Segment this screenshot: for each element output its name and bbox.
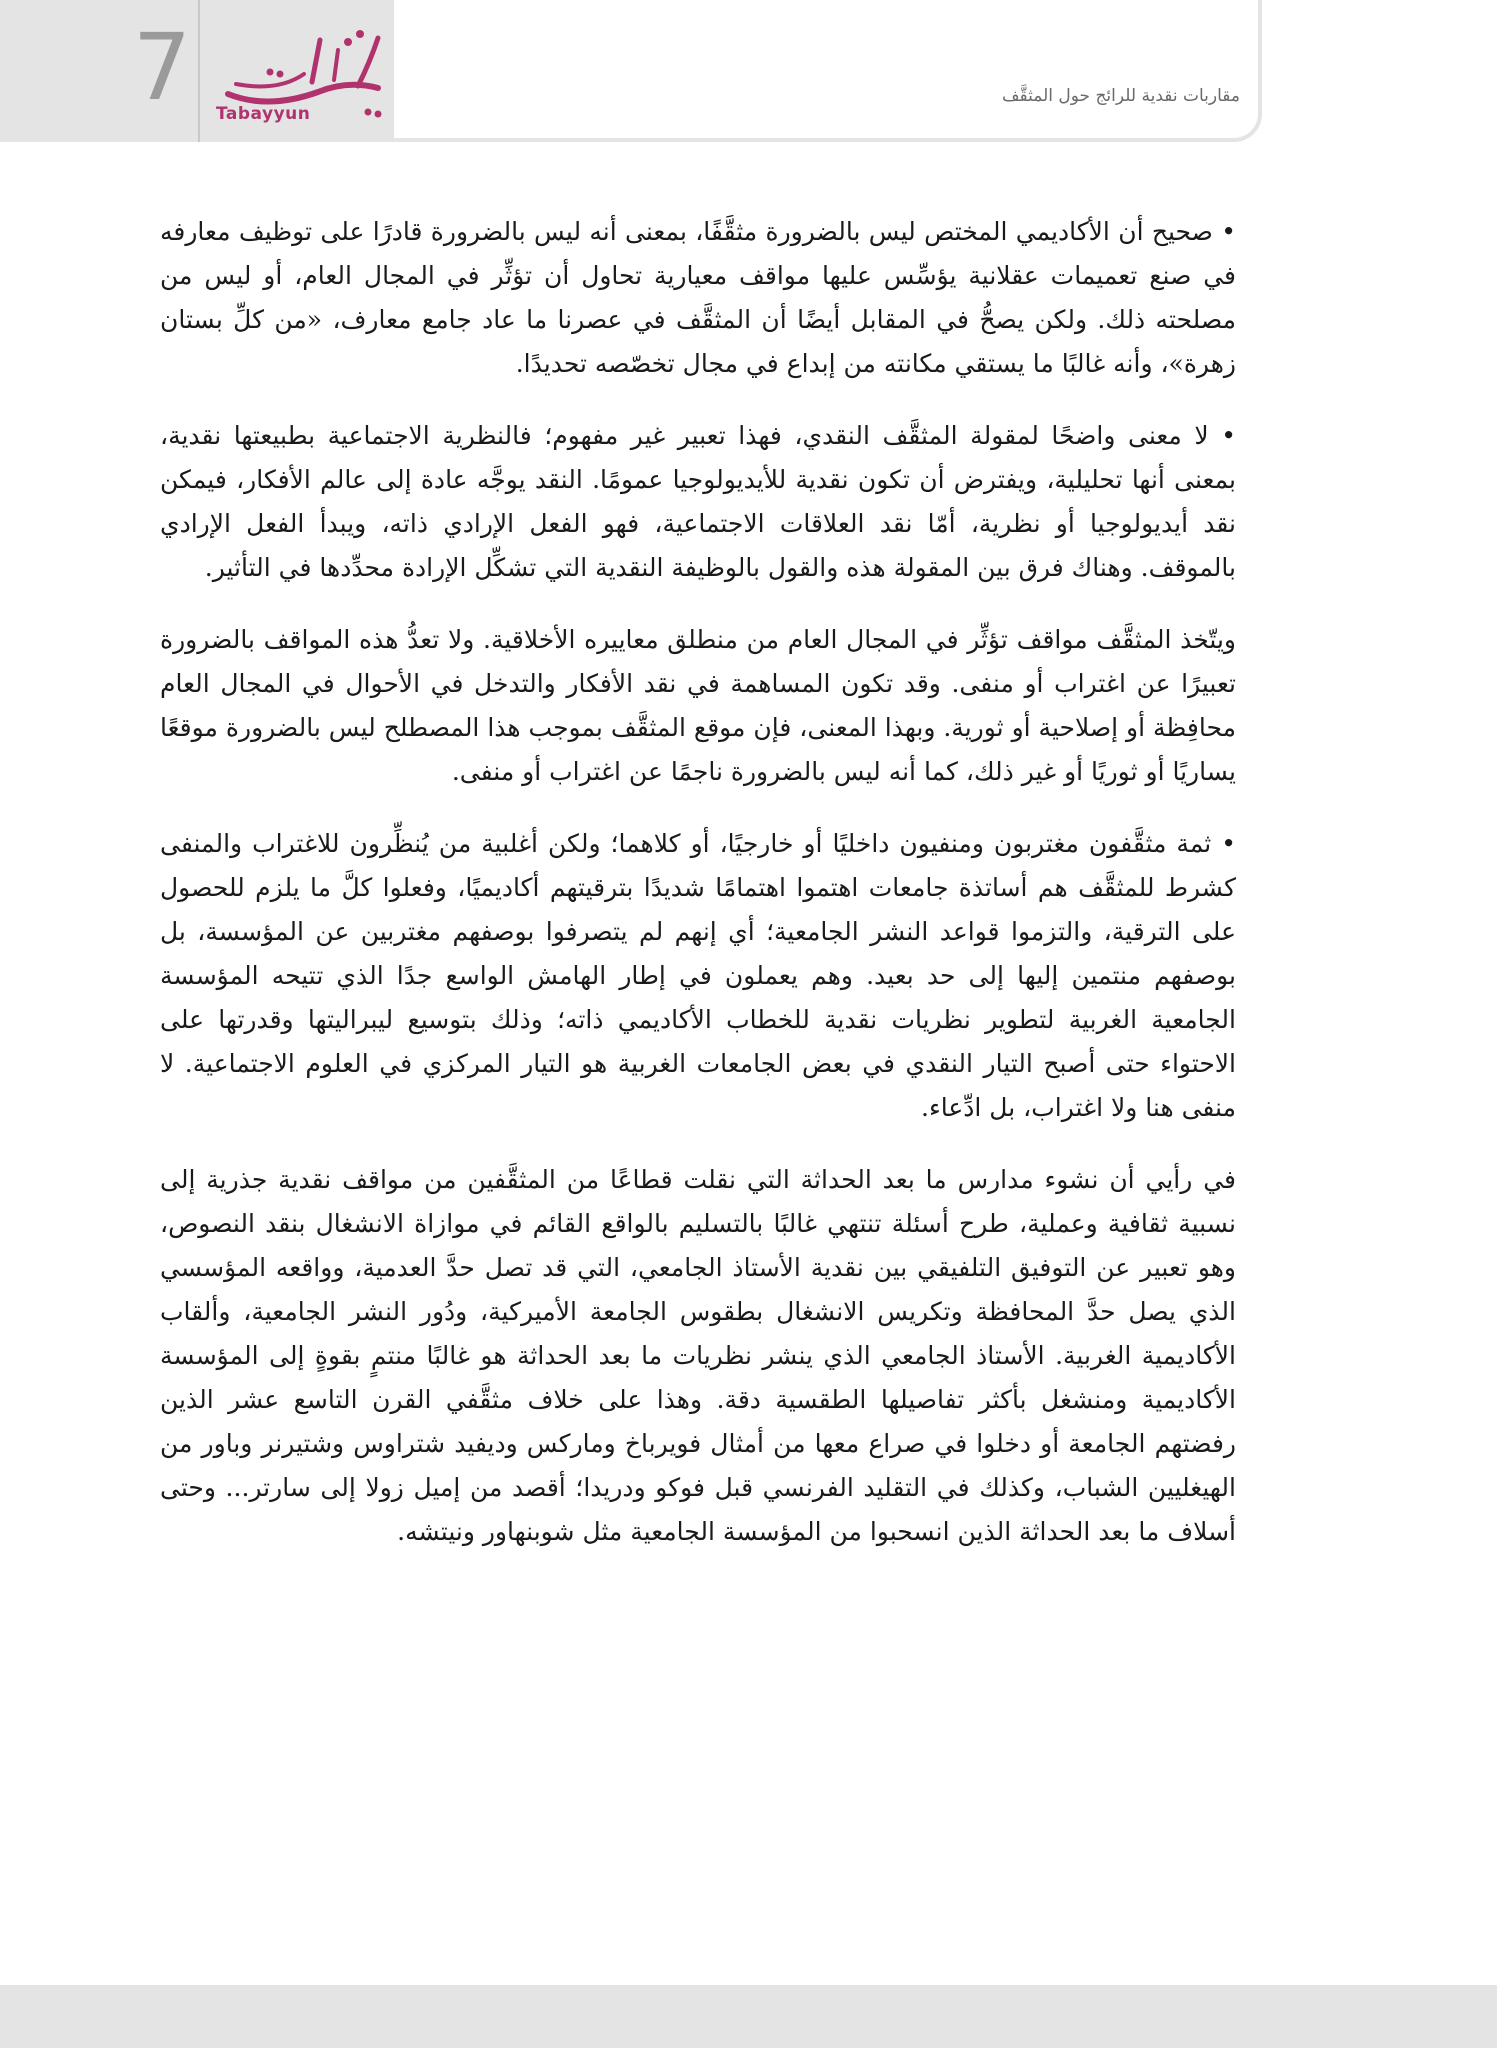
logo [208, 22, 394, 132]
paragraph: في رأيي أن نشوء مدارس ما بعد الحداثة التي نقلت قطاعًا من المثقَّفين من مواقف نقدية جذرية إلى نسبية ثقافية وعملية، طرح أسئلة تنتهي غالبًا بالتسليم بالواقع القائم في موازاة الانشغال بنقد النصوص، وهو تعبير عن التوفيق التلفيقي بين نقدية الأستاذ الجامعي، التي قد تصل حدَّ العدمية، وواقعه المؤسسي الذي يصل حدَّ المحافظة وتكريس الانشغال بطقوس الجامعة الأميركية، ودُور النشر الجامعية، وألقاب الأكاديمية الغربية. الأستاذ الجامعي الذي ينشر نظريات ما بعد الحداثة هو غالبًا منتمٍ بقوةٍ إلى المؤسسة الأكاديمية ومنشغل بأكثر تفاصيلها الطقسية دقة. وهذا على خلاف مثقَّفي القرن التاسع عشر الذين رفضتهم الجامعة أو دخلوا في صراع معها من أمثال فويرباخ وماركس وديفيد شتراوس وشتيرنر وباور من الهيغليين الشباب، وكذلك في التقليد الفرنسي قبل فوكو ودريدا؛ أقصد من إميل زولا إلى سارتر... وحتى أسلاف ما بعد الحداثة الذين انسحبوا من المؤسسة الجامعية مثل شوبنهاور ونيتشه. [160, 1165, 1236, 1546]
paragraph: • لا معنى واضحًا لمقولة المثقَّف النقدي، فهذا تعبير غير مفهوم؛ فالنظرية الاجتماعية بطبيعتها نقدية، بمعنى أنها تحليلية، ويفترض أن تكون نقدية للأيديولوجيا عمومًا. النقد يوجَّه عادة إلى عالم الأفكار، فيمكن نقد أيديولوجيا أو نظرية، أمّا نقد العلاقات الاجتماعية، فهو الفعل الإرادي ذاته، ويبدأ الفعل الإرادي بالموقف. وهناك فرق بين المقولة هذه والقول بالوظيفة النقدية التي تشكِّل الإرادة محدِّدها في التأثير. [160, 421, 1236, 582]
paragraph: ويتّخذ المثقَّف مواقف تؤثِّر في المجال العام من منطلق معاييره الأخلاقية. ولا تعدُّ هذه المواقف بالضرورة تعبيرًا عن اغتراب أو منفى. وقد تكون المساهمة في نقد الأفكار والتدخل في الأحوال في المجال العام محافِظة أو إصلاحية أو ثورية. وبهذا المعنى، فإن موقع المثقَّف بموجب هذا المصطلح ليس بالضرورة موقعًا يساريًا أو ثوريًا أو غير ذلك، كما أنه ليس بالضرورة ناجمًا عن اغتراب أو منفى. [160, 625, 1236, 786]
page-number: 7 [132, 14, 192, 121]
logo-latin-text: Tabayyun [216, 104, 311, 124]
header-divider [198, 0, 200, 142]
paragraph: • صحيح أن الأكاديمي المختص ليس بالضرورة مثقَّفًا، بمعنى أنه ليس بالضرورة قادرًا على توظيف معارفه في صنع تعميمات عقلانية يؤسِّس عليها مواقف معيارية تحاول أن تؤثِّر في المجال العام، أو ليس من مصلحته ذلك. ولكن يصحُّ في المقابل أيضًا أن المثقَّف في عصرنا ما عاد جامع معارف، «من كلِّ بستان زهرة»، وأنه غالبًا ما يستقي مكانته من إبداع في مجال تخصّصه تحديدًا. [160, 217, 1236, 378]
footer-band [0, 1985, 1497, 2048]
running-title: مقاربات نقدية للرائج حول المثقَّف [1001, 86, 1240, 106]
paragraph: • ثمة مثقَّفون مغتربون ومنفيون داخليًا أو خارجيًا، أو كلاهما؛ ولكن أغلبية من يُنظِّرون للاغتراب والمنفى كشرط للمثقَّف هم أساتذة جامعات اهتموا اهتمامًا شديدًا بترقيتهم أكاديميًا، وفعلوا كلَّ ما يلزم للحصول على الترقية، والتزموا قواعد النشر الجامعية؛ أي إنهم لم يتصرفوا بوصفهم مغتربين عن المؤسسة، بل بوصفهم منتمين إليها إلى حد بعيد. وهم يعملون في إطار الهامش الواسع جدًا الذي تتيحه المؤسسة الجامعية الغربية لتطوير نظريات نقدية للخطاب الأكاديمي ذاته؛ وذلك بتوسيع ليبراليتها وقدرتها على الاحتواء حتى أصبح التيار النقدي في بعض الجامعات الغربية هو التيار المركزي في العلوم الاجتماعية. لا منفى هنا ولا اغتراب، بل ادِّعاء. [160, 829, 1237, 1122]
article-body [160, 210, 1236, 1582]
